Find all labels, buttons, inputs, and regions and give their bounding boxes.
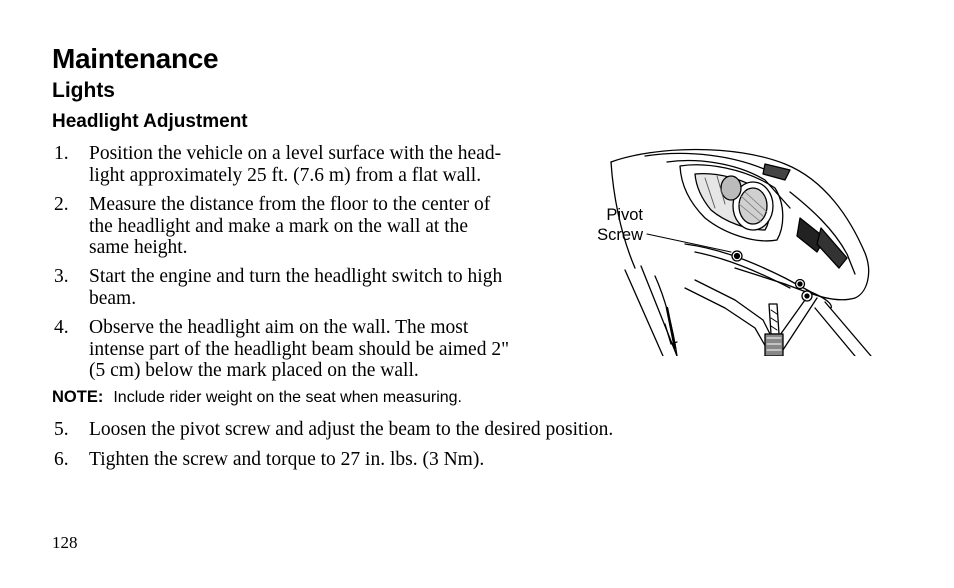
pivot-screw-label-line-2: Screw xyxy=(597,226,643,244)
step-2-line-2: the headlight and make a mark on the wall at the xyxy=(89,215,469,237)
pivot-screw-label xyxy=(587,205,643,245)
step-1-number: 1. xyxy=(54,143,69,164)
step-5-line-1: Loosen the pivot screw and adjust the beam to the desired position. xyxy=(89,419,614,440)
page-number: 128 xyxy=(52,533,78,552)
step-6-line-1: Tighten the screw and torque to 27 in. lbs. (3 Nm). xyxy=(89,449,485,470)
step-3-number: 3. xyxy=(54,266,69,287)
step-1-line-1: Position the vehicle on a level surface with the head- xyxy=(89,143,502,164)
step-3-line-1: Start the engine and turn the headlight switch to high xyxy=(89,266,503,287)
step-1-line-2: light approximately 25 ft. (7.6 m) from a flat wall. xyxy=(89,164,482,186)
step-2-number: 2. xyxy=(54,194,69,215)
step-2-line-3: same height. xyxy=(89,237,188,258)
headlight-drawing xyxy=(585,148,885,356)
subsection-title: Lights xyxy=(52,79,115,102)
step-4-line-1: Observe the headlight aim on the wall. The most xyxy=(89,317,469,338)
topic-title: Headlight Adjustment xyxy=(52,111,248,132)
headlight-illustration xyxy=(585,148,885,356)
step-2-line-1: Measure the distance from the floor to the center of xyxy=(89,194,491,215)
note xyxy=(52,388,462,407)
note-text: Include rider weight on the seat when measuring. xyxy=(113,389,462,406)
note-label: NOTE: xyxy=(52,388,104,406)
section-title: Maintenance xyxy=(52,43,219,74)
step-5-number: 5. xyxy=(54,419,69,440)
step-6-number: 6. xyxy=(54,449,69,470)
step-4-line-2: intense part of the headlight beam should be aimed 2" xyxy=(89,338,510,360)
step-4-number: 4. xyxy=(54,317,69,338)
step-3-line-2: beam. xyxy=(89,287,137,309)
pivot-screw-label-line-1: Pivot xyxy=(606,206,643,224)
step-4-line-3: (5 cm) below the mark placed on the wall. xyxy=(89,360,419,381)
